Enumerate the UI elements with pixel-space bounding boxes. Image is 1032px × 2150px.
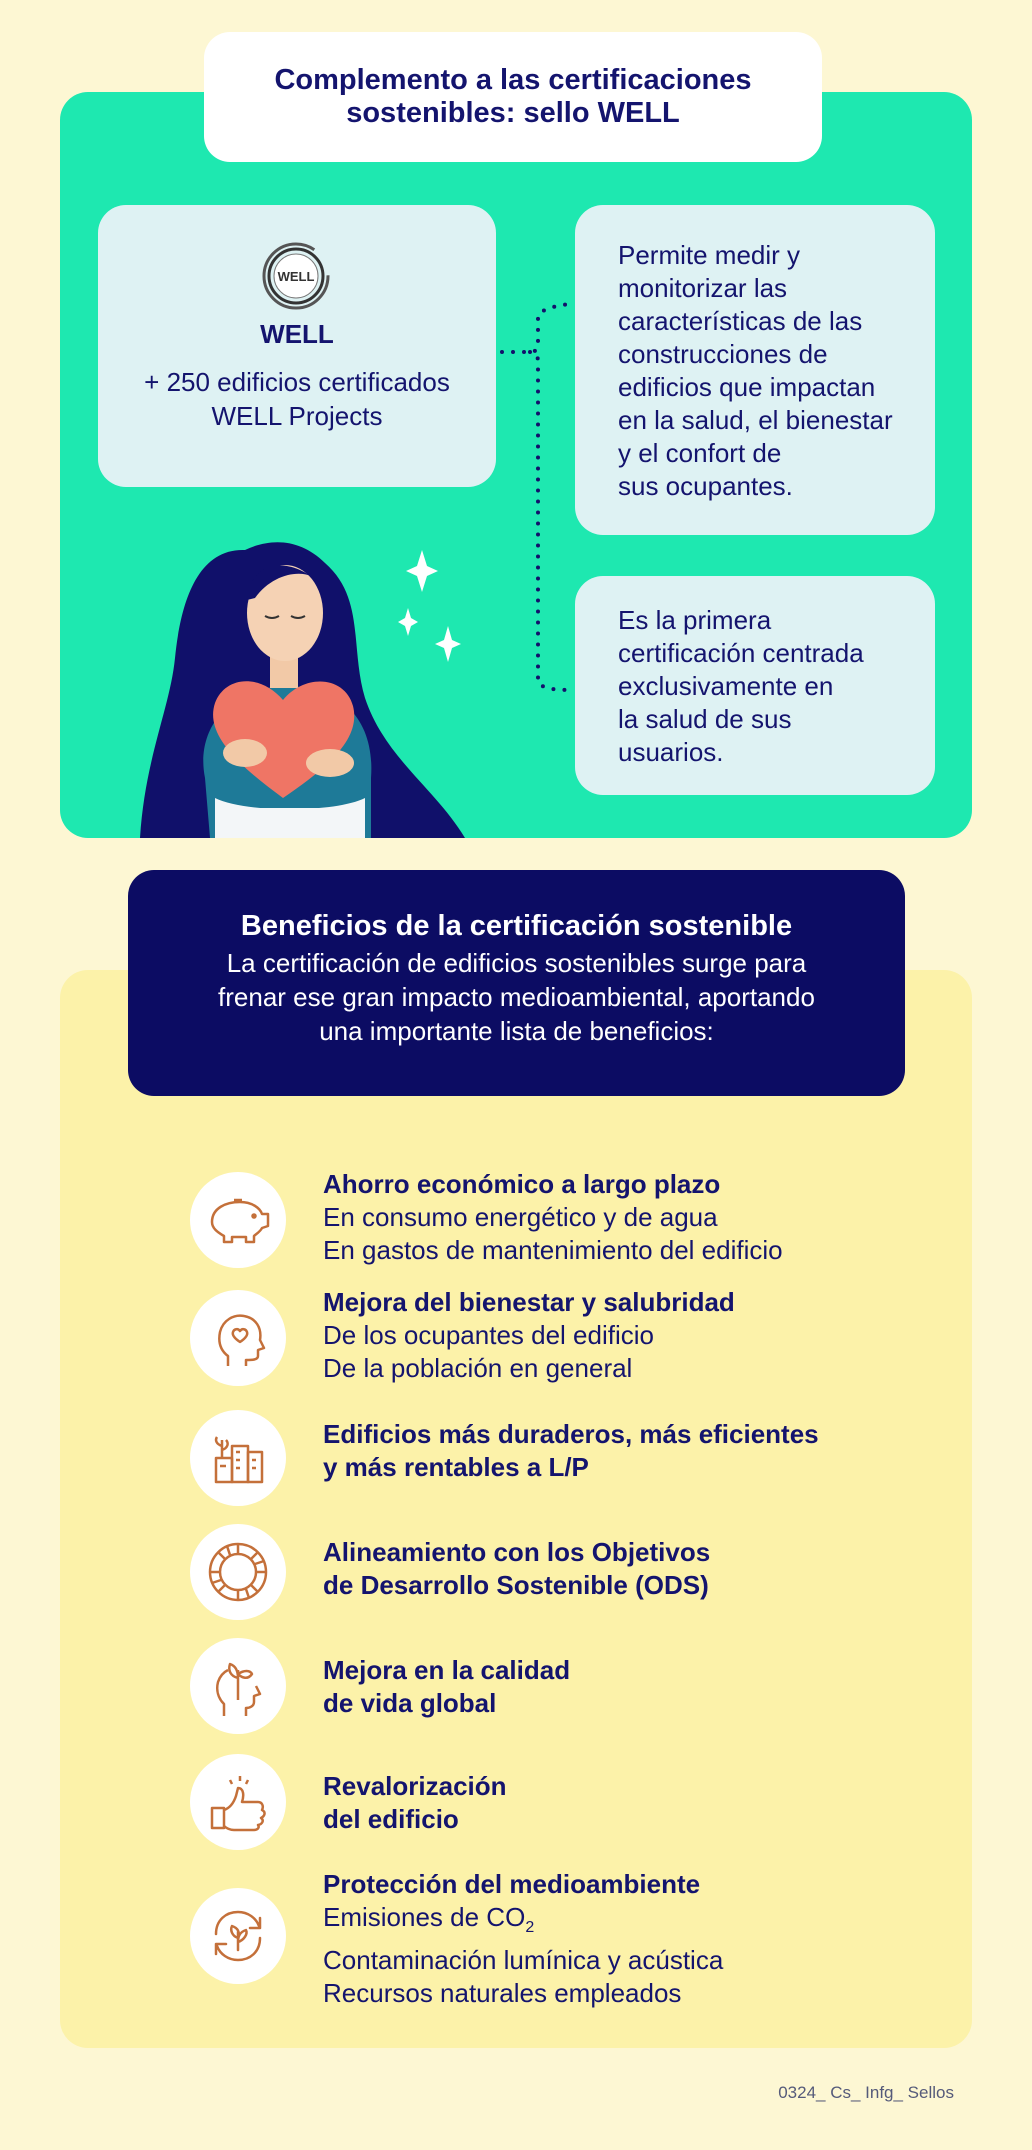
benefit-detail: Recursos naturales empleados	[323, 1978, 682, 2009]
benefit-item	[323, 1868, 723, 2010]
head-plant-icon	[190, 1638, 286, 1734]
benefit-item	[323, 1168, 783, 1267]
benefit-title: Mejora del bienestar y salubridad	[323, 1287, 735, 1317]
info-card-first	[575, 576, 935, 795]
page-title: Complemento a las certificaciones sostenibles: sello WELL	[274, 64, 752, 129]
benefit-item	[323, 1286, 735, 1385]
info-card-text: Permite medir y monitorizar las características de las construcciones de edificios que impactan en la salud, el bienestar y el confort de sus ocupantes.	[618, 240, 893, 501]
benefits-header	[128, 870, 905, 1096]
benefit-title: Revalorización del edificio	[323, 1771, 507, 1834]
benefit-item	[323, 1536, 710, 1602]
benefit-title: Mejora en la calidad de vida global	[323, 1655, 571, 1718]
well-description: + 250 edificios certificados WELL Projects	[144, 367, 450, 431]
thumbs-up-icon	[190, 1754, 286, 1850]
info-card-text: Es la primera certificación centrada exclusivamente en la salud de sus usuarios.	[618, 605, 864, 767]
benefit-detail: En consumo energético y de agua	[323, 1202, 718, 1232]
eco-cycle-icon	[190, 1888, 286, 1984]
benefit-detail: En gastos de mantenimiento del edificio	[323, 1235, 783, 1265]
benefit-item	[323, 1654, 570, 1720]
benefit-detail	[323, 1901, 723, 1944]
well-logo-text: WELL	[277, 269, 315, 284]
info-card-measure	[575, 205, 935, 535]
benefit-title: Edificios más duraderos, más eficientes y más rentables a L/P	[323, 1419, 819, 1482]
woman-heart-illustration	[135, 528, 475, 838]
footer-code: 0324_ Cs_ Infg_ Sellos	[778, 2083, 954, 2102]
benefit-title: Protección del medioambiente	[323, 1869, 701, 1899]
benefits-title: Beneficios de la certificación sostenible	[240, 910, 793, 942]
title-box	[204, 32, 822, 162]
head-heart-icon	[190, 1290, 286, 1386]
dotted-connector	[490, 300, 580, 700]
well-card	[98, 205, 496, 487]
benefit-detail: De los ocupantes del edificio	[323, 1320, 654, 1350]
benefit-detail: Contaminación lumínica y acústica	[323, 1945, 724, 1976]
well-name: WELL	[260, 319, 334, 349]
benefit-detail: De la población en general	[323, 1353, 633, 1383]
benefit-title: Alineamiento con los Objetivos de Desarrollo Sostenible (ODS)	[323, 1537, 711, 1600]
benefit-title: Ahorro económico a largo plazo	[323, 1169, 721, 1199]
benefit-item	[323, 1418, 819, 1484]
well-logo-icon	[261, 241, 331, 311]
co2-subscript: 2	[525, 1919, 535, 1937]
piggy-bank-icon	[190, 1172, 286, 1268]
co2-label: Emisiones de CO	[323, 1902, 526, 1932]
buildings-icon	[190, 1410, 286, 1506]
benefits-intro: La certificación de edificios sostenibles surge para frenar ese gran impacto medioambiental, aportando una importante lista de beneficios:	[218, 948, 815, 1046]
sdg-wheel-icon	[190, 1524, 286, 1620]
benefit-item	[323, 1770, 507, 1836]
